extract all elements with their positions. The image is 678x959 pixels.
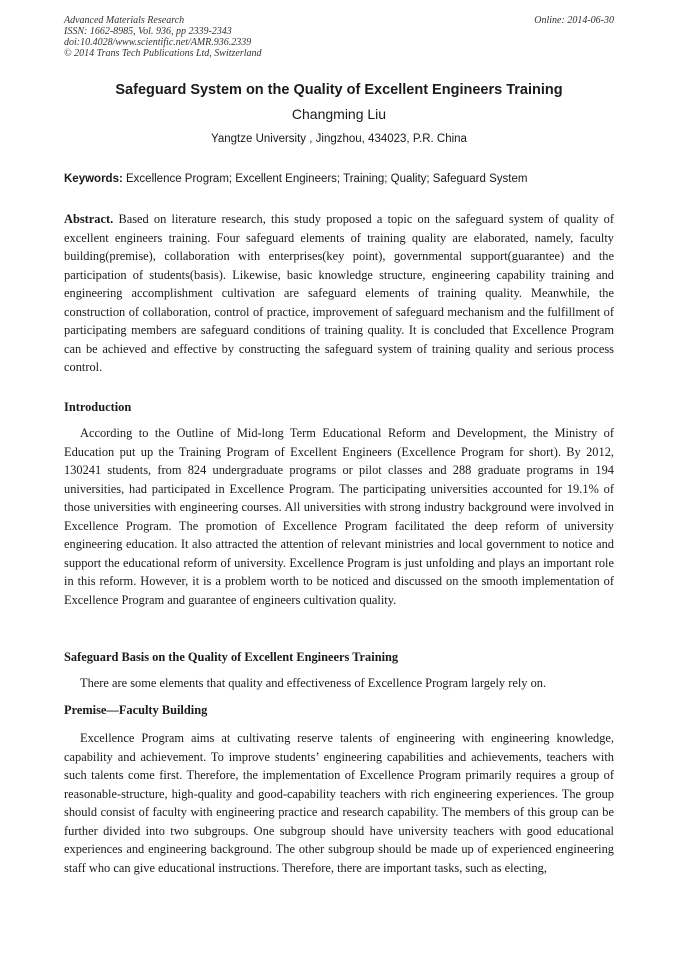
- abstract-label: Abstract.: [64, 212, 114, 226]
- keywords-label: Keywords:: [64, 173, 123, 185]
- paper-title: Safeguard System on the Quality of Excellent Engineers Training: [115, 82, 563, 98]
- journal-name: Advanced Materials Research: [64, 15, 185, 26]
- online-date: Online: 2014-06-30: [534, 15, 614, 26]
- basis-paragraph: There are some elements that quality and effectiveness of Excellence Program largely rely on.: [80, 676, 547, 690]
- keywords-list: Excellence Program; Excellent Engineers; Training; Quality; Safeguard System: [126, 173, 528, 185]
- abstract: [64, 210, 614, 377]
- section-heading-introduction: Introduction: [64, 400, 132, 414]
- copyright-line: © 2014 Trans Tech Publications Ltd, Switzerland: [64, 48, 262, 59]
- author-name: Changming Liu: [291, 106, 387, 122]
- affiliation: Yangtze University , Jingzhou, 434023, P.R. China: [211, 133, 467, 145]
- intro-paragraph: According to the Outline of Mid-long Term Educational Reform and Development, the Ministry of Education put up the Training Program of Excellent Engineers (Excellence Program for short). By 2012, 130241 students, from 824 undergraduate programs or pilot classes and 288 graduate programs in 194 universities, had participated in Excellence Program. The participating universities accounted for 19.1% of those universities with engineering courses. All universities with strong industry background were involved in Excellence Program. The promotion of Excellence Program facilitated the deep reform of university engineering education. It also attracted the attention of relevant ministries and local government to notice and support the educational reform of university. Excellence Program is just unfolding and plays an important role in this reform. However, it is a problem worth to be noticed and discussed on the smooth implementation of Excellence Program and guarantee of engineers cultivation quality.: [64, 426, 614, 607]
- doi-line[interactable]: doi:10.4028/www.scientific.net/AMR.936.2339: [64, 37, 252, 48]
- issn-line: ISSN: 1662-8985, Vol. 936, pp 2339-2343: [64, 26, 232, 37]
- subsection-heading-premise: Premise—Faculty Building: [64, 703, 208, 717]
- section-heading-safeguard-basis: Safeguard Basis on the Quality of Excellent Engineers Training: [64, 650, 399, 664]
- journal-header: [64, 15, 262, 59]
- keywords: [64, 173, 616, 185]
- abstract-text: Based on literature research, this study proposed a topic on the safeguard system of quality of excellent engineers training. Four safeguard elements of training quality are elaborated, namely, faculty building(premise), collaboration with enterprises(key point), governmental support(guarantee) and the participation of students(basis). Likewise, basic knowledge structure, engineering capability training and engineering accomplishment cultivation are safeguard elements of training quality. Meanwhile, the construction of collaboration, control of practice, improvement of safeguard mechanism and the fulfillment of participating members are safeguard conditions of training quality. It is concluded that Excellence Program can be achieved and effective by constructing the safeguard system of training quality and serious process control.: [64, 212, 614, 374]
- premise-paragraph: Excellence Program aims at cultivating reserve talents of engineering with engineering knowledge, capability and achievement. To improve students’ engineering capabilities and achievements, teachers with such talents come first. Therefore, the implementation of Excellence Program primarily requires a group of reasonable-structure, high-quality and good-capability teachers with rich engineering experiences. The group should consist of faculty with engineering practice and research capability. The members of this group can be further divided into two subgroups. One subgroup should have university teachers with good educational experiences and engineering background. The other subgroup should be made up of experienced engineering staff who can give educational instructions. Therefore, there are important tasks, such as electing,: [64, 731, 614, 875]
